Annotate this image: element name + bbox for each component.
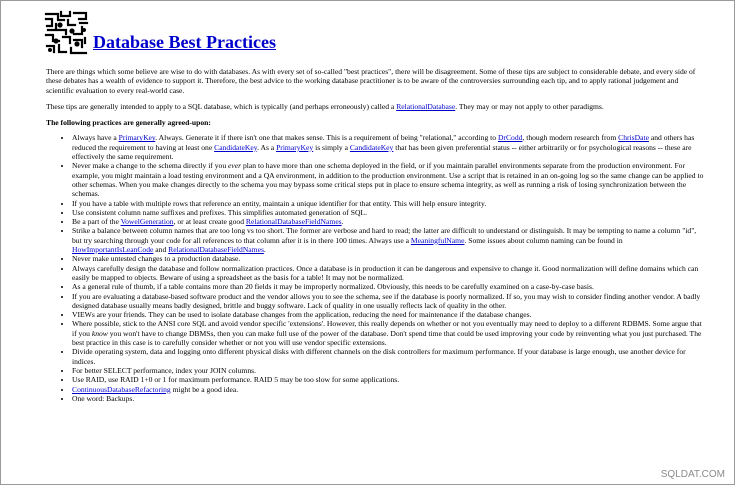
item-text: . As a bbox=[257, 142, 277, 152]
wiki-link[interactable]: HowImportantIsLeanCode bbox=[72, 245, 154, 255]
item-text: Use consistent column name suffixes and prefixes. This simplifies automated generation of SQL. bbox=[72, 207, 367, 217]
wiki-link[interactable]: CandidateKey bbox=[214, 142, 258, 152]
item-text: Divide operating system, data and logging onto different physical disks with different channels on the disk controllers for maximum performance. If your database is large enough, use another device for indices. bbox=[72, 347, 686, 366]
item-text: and bbox=[153, 245, 169, 255]
item-text: For better SELECT performance, index your JOIN columns. bbox=[72, 365, 256, 375]
item-text: Always have a bbox=[72, 133, 119, 143]
item-text: . bbox=[263, 245, 266, 255]
practice-item bbox=[72, 133, 704, 161]
practice-item bbox=[72, 226, 704, 254]
circuit-logo-icon bbox=[44, 10, 89, 55]
practice-item bbox=[72, 161, 704, 198]
page-title[interactable]: Database Best Practices bbox=[93, 32, 276, 52]
wiki-link[interactable]: PrimaryKey bbox=[118, 133, 156, 143]
practice-item bbox=[72, 208, 704, 217]
item-text: Be a part of the bbox=[72, 217, 121, 227]
wiki-link[interactable]: DrCodd bbox=[497, 133, 523, 143]
item-text: Use RAID, use RAID 1+0 or 1 for maximum performance. RAID 5 may be too slow for some applications. bbox=[72, 375, 400, 385]
wiki-link[interactable]: PrimaryKey bbox=[276, 142, 314, 152]
item-text: If you have a table with multiple rows that reference an entity, maintain a unique identifier for that entity. This will help ensure integrity. bbox=[72, 198, 487, 208]
practices-heading: The following practices are generally agreed-upon: bbox=[46, 118, 211, 128]
wiki-link[interactable]: MeaningfulName bbox=[410, 235, 465, 245]
item-text: If you are evaluating a database-based software product and the vendor allows you to see the schema, see if the database is poorly normalized. If so, you may wish to consider finding another vendor. A badly designed database usually means badly designed, brittle and buggy software. Lack of quality in one usually reflects lack of quality in the other. bbox=[72, 291, 701, 310]
wiki-link[interactable]: ChrisDate bbox=[618, 133, 649, 143]
item-text: you won't have to change DBMSs, then you can make full use of the power of the database. Don't spend time that could be used improving your code by reinventing what you just purchased. The best practice in this case is to carefully consider whether or not you will use vendor specific extensions. bbox=[72, 328, 702, 348]
practice-item bbox=[72, 385, 704, 394]
watermark: SQLDAT.COM bbox=[660, 469, 725, 480]
article-body bbox=[46, 67, 704, 403]
link-relational-database[interactable]: RelationalDatabase bbox=[396, 101, 456, 111]
item-text: Never make untested changes to a production database. bbox=[72, 254, 241, 264]
wiki-link[interactable]: CandidateKey bbox=[349, 142, 394, 152]
wiki-link[interactable]: VowelGeneration bbox=[120, 217, 174, 227]
tips-paragraph bbox=[46, 102, 704, 111]
practice-item bbox=[72, 292, 704, 311]
item-text: . bbox=[341, 217, 344, 227]
item-text: . Some issues about column naming can be found in bbox=[464, 235, 623, 245]
practice-item bbox=[72, 319, 704, 347]
practice-item bbox=[72, 310, 704, 319]
item-text: is simply a bbox=[313, 142, 350, 152]
page-header bbox=[44, 9, 276, 55]
emphasis-text: know bbox=[91, 328, 108, 338]
wiki-link[interactable]: ContinuousDatabaseRefactoring bbox=[72, 384, 171, 394]
practice-item bbox=[72, 366, 704, 375]
item-text: that has been given preferential status -- either arbitrarily or for psychological reasons -- these are effectively the same requirement. bbox=[72, 142, 692, 162]
item-text: , or at least create good bbox=[173, 217, 246, 227]
item-text: VIEWs are your friends. They can be used to isolate database changes from the application, reducing the need for maintenance if the database changes. bbox=[72, 310, 532, 320]
item-text: As a general rule of thumb, if a table contains more than 20 fields it may be improperly normalized. Obviously, this needs to be carefully examined on a case-by-case basis. bbox=[72, 282, 594, 292]
item-text: Never make a change to the schema directly if you bbox=[72, 161, 229, 171]
item-text: Always carefully design the database and follow normalization practices. Once a database is in production it can be dangerous and expensive to change it. Good normalization will define domains which can easily be mapped to objects. Beware of using a spreadsheet as the basis for a table! It may not be normalized. bbox=[72, 263, 699, 282]
item-text: . Always. Generate it if there isn't one that makes sense. This is a requirement of being "relational," according to bbox=[155, 133, 498, 143]
practice-item bbox=[72, 199, 704, 208]
item-text: Where possible, stick to the ANSI core SQL and avoid vendor specific 'extensions'. However, this really depends on whether or not you eventually may need to deploy to a different RDBMS. Some argue that if you bbox=[72, 319, 702, 338]
tips-text-after: . They may or may not apply to other paradigms. bbox=[455, 101, 604, 111]
practice-item bbox=[72, 347, 704, 366]
intro-paragraph: There are things which some believe are wise to do with databases. As with every set of so-called "best practices", there will be disagreement. Some of these tips are subject to considerable debate, and every side of these debates has a wealth of evidence to support it. Therefore, the best advice to the working database practitioner is to be aware of the controversies surrounding each tip, and to apply rational judgement and scientific evaluation to every real-world case. bbox=[46, 67, 696, 95]
practice-item bbox=[72, 282, 704, 291]
item-text: and others has reduced the requirement to having at least one bbox=[72, 133, 695, 152]
item-text: , though modern research from bbox=[522, 133, 619, 143]
practice-item bbox=[72, 394, 704, 403]
item-text: One word: Backups. bbox=[72, 393, 135, 403]
tips-text-before: These tips are generally intended to apply to a SQL database, which is typically (and perhaps erroneously) called a bbox=[46, 101, 397, 111]
wiki-link[interactable]: RelationalDatabaseFieldNames bbox=[168, 245, 264, 255]
practice-item bbox=[72, 375, 704, 384]
practice-item bbox=[72, 217, 704, 226]
practice-item bbox=[72, 264, 704, 283]
item-text: plan to have more than one schema deployed in the field, or if you maintain parallel environments separate from the production environment. For example, you might maintain a load testing environment and a QA environment, in addition to the production environment. Use a script that is retained in an on-going log so the same change can be applied to other schemas. When you make changes directly to the schema you may bypass some critical steps put in place to ensure schema integrity, as well as running a risk of losing synchronization between the schemas. bbox=[72, 161, 704, 199]
wiki-link[interactable]: RelationalDatabaseFieldNames bbox=[245, 217, 342, 227]
item-text: might be a good idea. bbox=[170, 384, 239, 394]
emphasis-text: ever bbox=[228, 161, 242, 171]
practice-list bbox=[46, 133, 704, 403]
item-text: Strike a balance between column names that are too long vs too short. The former are verbose and hard to read; the latter are difficult to understand or distinguish. It may be tempting to name a column "id", but try searching through your code for all references to that column after it is in there 100 times. Always use a bbox=[72, 226, 697, 245]
practice-item bbox=[72, 254, 704, 263]
